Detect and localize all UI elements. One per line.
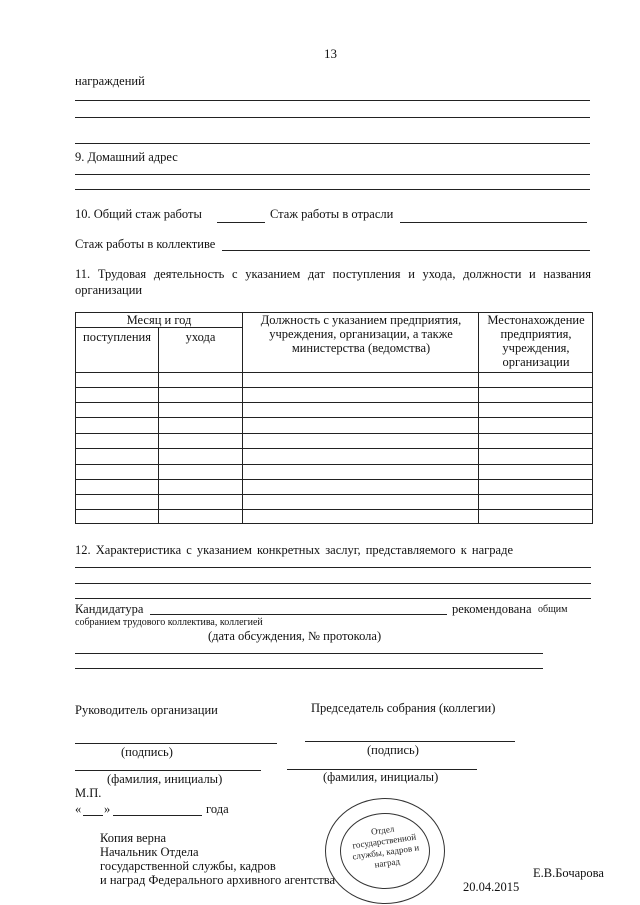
blank-line bbox=[75, 174, 590, 175]
collective-experience-label: Стаж работы в коллективе bbox=[75, 237, 216, 251]
date-month-field bbox=[113, 815, 202, 816]
industry-experience-label: Стаж работы в отрасли bbox=[270, 207, 394, 221]
chair-label: Председатель собрания (коллегии) bbox=[311, 701, 496, 715]
blank-line bbox=[75, 668, 543, 669]
candidacy-field bbox=[150, 614, 447, 615]
cert-date: 20.04.2015 bbox=[463, 880, 520, 894]
blank-line bbox=[75, 653, 543, 654]
blank-line bbox=[75, 100, 590, 101]
cert-line-3: государственной службы, кадров bbox=[100, 859, 276, 873]
total-experience-label: 10. Общий стаж работы bbox=[75, 207, 202, 221]
col-start: поступления bbox=[83, 330, 151, 344]
recommended-text: рекомендована bbox=[452, 602, 532, 616]
head-name-hint: (фамилия, инициалы) bbox=[107, 772, 223, 786]
col-position: Должность с указанием предприятия, учреждения, организации, а также министерства (ведомства) bbox=[260, 313, 462, 355]
total-experience-field bbox=[217, 222, 265, 223]
chair-signature-hint: (подпись) bbox=[367, 743, 419, 757]
home-address-label: 9. Домашний адрес bbox=[75, 150, 178, 164]
work-history-title: 11. Трудовая деятельность с указанием дат поступления и ухода, должности и названия организации bbox=[75, 267, 591, 297]
characteristic-title: 12. Характеристика с указанием конкретных заслуг, представляемого к награде bbox=[75, 543, 513, 557]
work-history-table bbox=[75, 312, 593, 524]
blank-line bbox=[75, 189, 590, 190]
stamp-text: Отдел государственной службы, кадров и наград bbox=[351, 823, 420, 870]
blank-line bbox=[75, 117, 590, 118]
blank-line bbox=[75, 583, 591, 584]
chair-name-hint: (фамилия, инициалы) bbox=[323, 770, 439, 784]
official-stamp bbox=[325, 798, 445, 904]
date-quote-open: « bbox=[75, 802, 82, 816]
cert-line-2: Начальник Отдела bbox=[100, 845, 199, 859]
cert-name: Е.В.Бочарова bbox=[533, 866, 604, 880]
col-end: ухода bbox=[185, 330, 216, 344]
date-quote-close: » bbox=[104, 802, 111, 816]
page-number: 13 bbox=[324, 46, 337, 61]
head-org-label: Руководитель организации bbox=[75, 703, 218, 717]
collective-experience-field bbox=[222, 250, 590, 251]
blank-line bbox=[75, 598, 591, 599]
seal-label: М.П. bbox=[75, 786, 102, 800]
awards-tail-text: награждений bbox=[75, 74, 145, 88]
head-name-line bbox=[75, 770, 261, 771]
cert-line-1: Копия верна bbox=[100, 831, 167, 845]
industry-experience-field bbox=[400, 222, 587, 223]
col-location: Местонахождение предприятия, учреждения, организации bbox=[487, 313, 585, 369]
date-hint: (дата обсуждения, № протокола) bbox=[208, 629, 382, 643]
chair-signature-line bbox=[305, 741, 515, 742]
blank-line bbox=[75, 567, 591, 568]
blank-line bbox=[75, 143, 590, 144]
head-signature-line bbox=[75, 743, 277, 744]
cert-line-4: и наград Федерального архивного агентства bbox=[100, 873, 336, 887]
assembly-text: собранием трудового коллектива, коллегией bbox=[75, 617, 263, 628]
year-label: года bbox=[206, 802, 229, 816]
col-month-year: Месяц и год bbox=[126, 313, 192, 327]
date-day-field bbox=[83, 815, 103, 816]
general-text: общим bbox=[538, 604, 568, 615]
candidacy-label: Кандидатура bbox=[75, 602, 144, 616]
head-signature-hint: (подпись) bbox=[121, 745, 173, 759]
